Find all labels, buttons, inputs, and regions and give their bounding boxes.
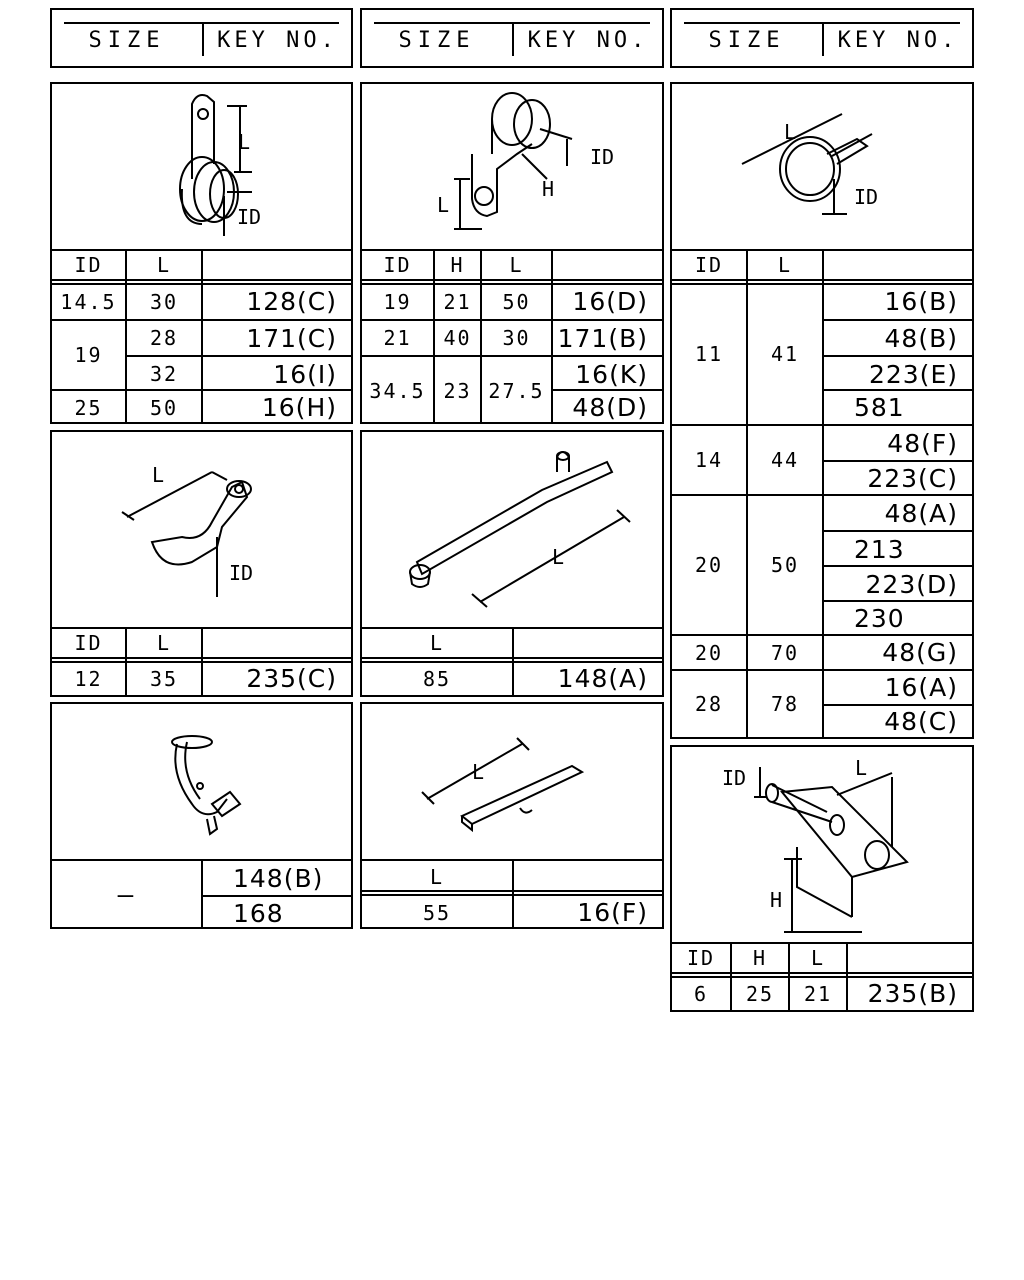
cell-key: 48(C) — [884, 707, 958, 736]
cell-l: 50 — [502, 289, 531, 314]
col-header-l: L — [810, 946, 826, 970]
cell-key: 235(B) — [867, 979, 958, 1008]
label-l: L — [472, 760, 485, 784]
cell-l: 35 — [149, 666, 179, 691]
clip-diagram — [52, 704, 351, 859]
panel-loop-clamp — [50, 82, 353, 424]
cell-h: 40 — [443, 326, 472, 350]
cell-key: 171(B) — [557, 323, 648, 353]
label-l: L — [784, 120, 797, 144]
cell-key: 171(C) — [246, 323, 337, 353]
cell-key: 48(D) — [572, 393, 648, 422]
panel-bracket-clamp — [360, 82, 664, 424]
label-l: L — [437, 193, 450, 217]
label-l: L — [152, 463, 165, 487]
col-header-id: ID — [74, 253, 103, 277]
cell-key: 16(K) — [575, 359, 648, 389]
key-no-label: KEY NO. — [527, 27, 649, 53]
cell-id: 20 — [694, 553, 724, 577]
key-no-label: KEY NO. — [217, 27, 338, 53]
cell-id: 20 — [694, 640, 724, 665]
cell-key: 48(A) — [884, 498, 958, 528]
cell-id: 25 — [74, 395, 103, 420]
cell-key: 16(D) — [572, 287, 648, 316]
cell-key: 16(B) — [884, 287, 958, 316]
panel-strap — [360, 430, 664, 697]
cell-id: 19 — [383, 289, 412, 314]
cell-h: 25 — [745, 981, 775, 1006]
cell-id: 14 — [694, 448, 724, 472]
cell-h: 23 — [443, 378, 472, 403]
col-header-h: H — [752, 946, 768, 970]
dash-placeholder: — — [117, 880, 136, 910]
loop-clamp-diagram — [52, 84, 351, 249]
cell-key: 48(G) — [882, 638, 958, 667]
cell-l: 30 — [149, 289, 179, 314]
label-l: L — [552, 545, 565, 569]
header-col-3 — [670, 8, 974, 68]
cell-id: 21 — [383, 326, 412, 350]
cell-id: 14.5 — [60, 289, 117, 314]
cell-l: 41 — [770, 342, 800, 366]
label-id: ID — [722, 766, 747, 790]
panel-p-clamp — [50, 430, 353, 697]
cell-l: 30 — [502, 326, 531, 350]
panel-pipe-support — [670, 745, 974, 1012]
label-h: H — [770, 888, 783, 912]
cell-l: 78 — [770, 692, 800, 716]
label-id: ID — [229, 561, 254, 585]
cell-id: 34.5 — [369, 378, 426, 403]
size-label: SIZE — [362, 24, 514, 56]
cell-l: 21 — [803, 981, 833, 1006]
cell-key: 223(C) — [867, 463, 958, 493]
cell-key: 230 — [854, 604, 905, 633]
panel-band-clamp — [670, 82, 974, 739]
cell-key: 48(F) — [887, 428, 958, 458]
size-label: SIZE — [672, 24, 824, 56]
cell-key: 581 — [854, 393, 905, 422]
col-header-h: H — [450, 253, 465, 277]
cell-key: 128(C) — [246, 287, 337, 316]
cell-l: 55 — [422, 900, 452, 925]
flat-strap-diagram — [362, 704, 662, 859]
label-id: ID — [854, 185, 879, 209]
bracket-clamp-diagram — [362, 84, 662, 249]
key-no-label: KEY NO. — [837, 27, 959, 53]
size-label: SIZE — [52, 24, 204, 56]
cell-key: 16(I) — [273, 359, 337, 389]
col-header-l: L — [777, 253, 793, 277]
col-header-l: L — [429, 631, 445, 655]
col-header-id: ID — [383, 253, 412, 277]
cell-l: 32 — [149, 362, 179, 386]
cell-id: 19 — [74, 343, 103, 367]
label-l: L — [238, 130, 251, 154]
cell-id: 28 — [694, 692, 724, 716]
label-id: ID — [237, 205, 262, 229]
cell-key: 16(H) — [261, 393, 337, 422]
col-header-id: ID — [694, 253, 724, 277]
col-header-id: ID — [74, 631, 103, 655]
cell-key: 223(E) — [868, 359, 958, 389]
col-header-l: L — [156, 631, 172, 655]
label-l: L — [855, 756, 868, 780]
cell-key: 213 — [854, 534, 905, 564]
cell-l: 85 — [422, 666, 452, 691]
cell-key: 148(A) — [557, 664, 648, 693]
cell-l: 50 — [770, 553, 800, 577]
cell-l: 70 — [770, 640, 800, 665]
cell-id: 12 — [74, 666, 103, 691]
strap-diagram — [362, 432, 662, 627]
cell-h: 21 — [443, 289, 472, 314]
cell-l: 44 — [770, 448, 800, 472]
cell-id: 6 — [693, 981, 709, 1006]
cell-key: 16(F) — [577, 898, 648, 927]
cell-key: 148(B) — [233, 863, 324, 893]
col-header-l: L — [156, 253, 172, 277]
cell-l: 50 — [149, 395, 179, 420]
col-header-l: L — [429, 864, 445, 889]
p-clamp-diagram — [52, 432, 351, 627]
band-clamp-diagram — [672, 84, 972, 249]
col-header-l: L — [509, 253, 524, 277]
cell-l: 27.5 — [488, 378, 545, 403]
cell-key: 235(C) — [246, 664, 337, 693]
panel-flat-strap — [360, 702, 664, 929]
label-h: H — [542, 177, 555, 201]
cell-key: 48(B) — [884, 323, 958, 353]
header-col-2 — [360, 8, 664, 68]
cell-key: 16(A) — [884, 673, 958, 702]
label-id: ID — [590, 145, 615, 169]
cell-l: 28 — [149, 326, 179, 350]
cell-id: 11 — [694, 342, 724, 366]
col-header-id: ID — [686, 946, 716, 970]
cell-key: 168 — [233, 898, 284, 928]
header-col-1 — [50, 8, 353, 68]
cell-key: 223(D) — [865, 569, 958, 599]
pipe-support-diagram — [672, 747, 972, 942]
panel-clip — [50, 702, 353, 929]
